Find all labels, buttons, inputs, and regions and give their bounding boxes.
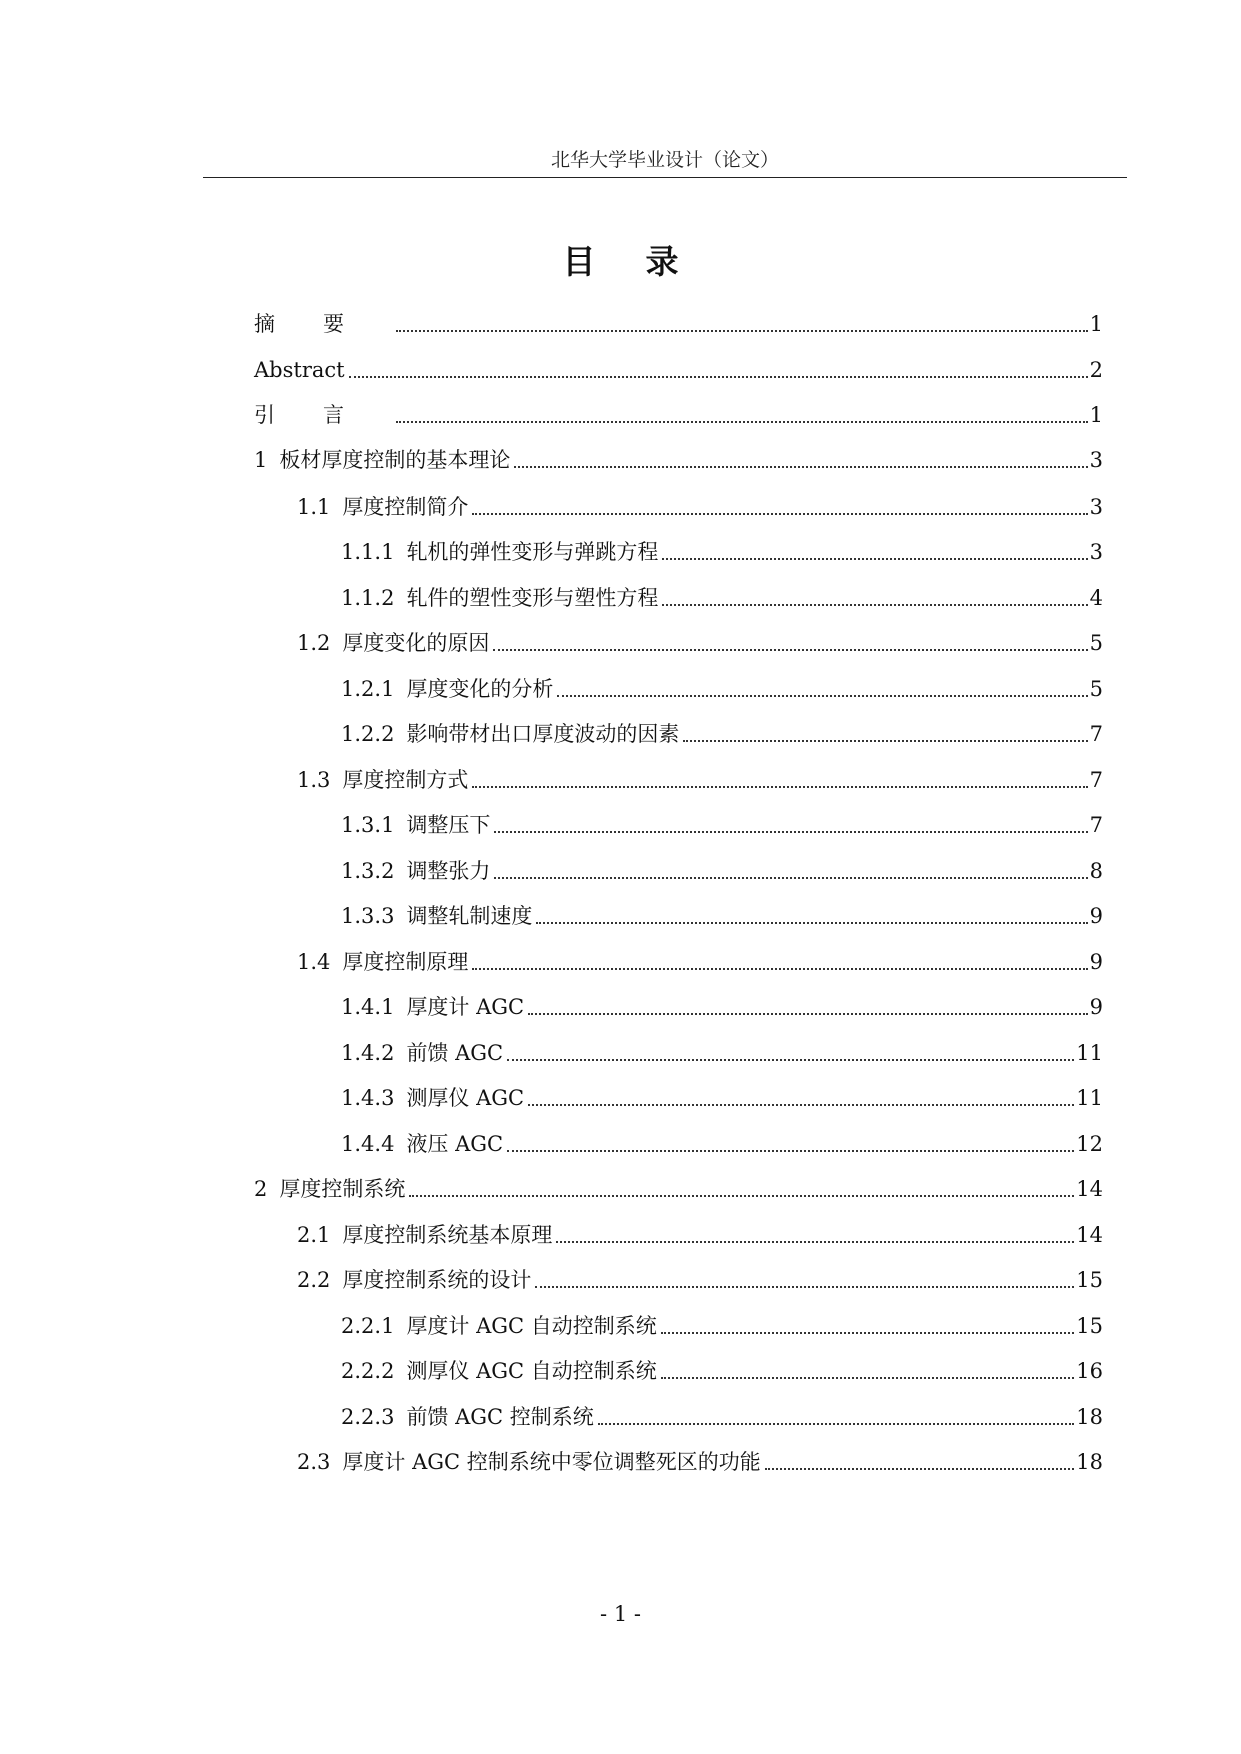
toc-entry-number: 1.3 bbox=[297, 768, 331, 792]
toc-entry[interactable] bbox=[341, 810, 1103, 840]
toc-entry-label: 引言 bbox=[254, 403, 392, 427]
toc-dot-leader bbox=[396, 421, 1088, 423]
toc-entry-label: 前馈 AGC bbox=[406, 1041, 504, 1065]
toc-dot-leader bbox=[507, 1059, 1074, 1061]
toc-entry[interactable] bbox=[341, 1038, 1103, 1068]
toc-dot-leader bbox=[556, 1241, 1074, 1243]
toc-entry-label: 厚度计 AGC bbox=[406, 995, 525, 1019]
toc-entry-number: 1.3.1 bbox=[341, 813, 395, 837]
toc-entry-page: 9 bbox=[1089, 950, 1103, 974]
toc-entry-page: 5 bbox=[1089, 677, 1103, 701]
toc-entry[interactable] bbox=[254, 355, 1103, 385]
toc-entry-page: 12 bbox=[1076, 1132, 1103, 1156]
toc-entry-page: 8 bbox=[1089, 859, 1103, 883]
toc-entry-label: 测厚仪 AGC 自动控制系统 bbox=[406, 1359, 657, 1383]
toc-entry[interactable] bbox=[297, 628, 1103, 658]
toc-entry-page: 11 bbox=[1076, 1086, 1103, 1110]
toc-entry-label: 前馈 AGC 控制系统 bbox=[406, 1405, 594, 1429]
toc-entry-number: 1.4 bbox=[297, 950, 331, 974]
toc-entry-page: 7 bbox=[1089, 768, 1103, 792]
toc-dot-leader bbox=[349, 376, 1088, 378]
toc-entry-label: 厚度控制简介 bbox=[342, 495, 469, 519]
toc-dot-leader bbox=[472, 513, 1087, 515]
toc-entry-number: 1.3.3 bbox=[341, 904, 395, 928]
toc-entry-label: 液压 AGC bbox=[406, 1132, 504, 1156]
toc-entry-label: 轧机的弹性变形与弹跳方程 bbox=[406, 540, 659, 564]
page-number: - 1 - bbox=[600, 1602, 641, 1626]
toc-entry-number: 1.1 bbox=[297, 495, 331, 519]
toc-dot-leader bbox=[507, 1150, 1074, 1152]
toc-entry-label: 板材厚度控制的基本理论 bbox=[279, 448, 511, 472]
toc-dot-leader bbox=[661, 1332, 1074, 1334]
running-header: 北华大学毕业设计（论文） bbox=[550, 149, 779, 171]
toc-entry-label: 厚度控制系统的设计 bbox=[342, 1268, 532, 1292]
toc-entry[interactable] bbox=[341, 719, 1103, 749]
toc-entry-number: 1 bbox=[254, 448, 268, 472]
toc-entry[interactable] bbox=[341, 1402, 1103, 1432]
toc-entry-label: 影响带材出口厚度波动的因素 bbox=[406, 722, 680, 746]
toc-entry[interactable] bbox=[297, 492, 1103, 522]
toc-entry[interactable] bbox=[297, 765, 1103, 795]
toc-dot-leader bbox=[536, 922, 1087, 924]
toc-entry-label: 厚度计 AGC 控制系统中零位调整死区的功能 bbox=[342, 1450, 761, 1474]
toc-dot-leader bbox=[472, 968, 1087, 970]
toc-entry[interactable] bbox=[254, 309, 1103, 339]
toc-entry-page: 18 bbox=[1076, 1405, 1103, 1429]
toc-dot-leader bbox=[683, 740, 1087, 742]
toc-entry-page: 7 bbox=[1089, 722, 1103, 746]
toc-entry-number: 1.4.1 bbox=[341, 995, 395, 1019]
toc-entry[interactable] bbox=[341, 1083, 1103, 1113]
toc-entry-page: 14 bbox=[1076, 1177, 1103, 1201]
toc-entry-page: 16 bbox=[1076, 1359, 1103, 1383]
toc-dot-leader bbox=[528, 1013, 1088, 1015]
toc-entry-label: Abstract bbox=[254, 358, 345, 382]
toc-entry-page: 1 bbox=[1089, 403, 1103, 427]
toc-entry-page: 3 bbox=[1089, 495, 1103, 519]
toc-entry[interactable] bbox=[341, 537, 1103, 567]
toc-entry[interactable] bbox=[341, 856, 1103, 886]
toc-entry-number: 1.4.2 bbox=[341, 1041, 395, 1065]
toc-entry[interactable] bbox=[341, 992, 1103, 1022]
toc-entry[interactable] bbox=[341, 901, 1103, 931]
toc-entry-label: 厚度变化的原因 bbox=[342, 631, 490, 655]
toc-title: 目录 bbox=[562, 242, 729, 281]
toc-entry-number: 2.1 bbox=[297, 1223, 331, 1247]
toc-dot-leader bbox=[494, 877, 1087, 879]
toc-dot-leader bbox=[557, 695, 1087, 697]
toc-entry-number: 1.2 bbox=[297, 631, 331, 655]
toc-entry-page: 3 bbox=[1089, 540, 1103, 564]
toc-entry-label: 调整张力 bbox=[406, 859, 491, 883]
toc-entry-label: 厚度控制系统 bbox=[279, 1177, 406, 1201]
toc-entry-label: 调整轧制速度 bbox=[406, 904, 533, 928]
toc-entry-number: 2 bbox=[254, 1177, 268, 1201]
toc-entry-number: 2.2.1 bbox=[341, 1314, 395, 1338]
toc-entry[interactable] bbox=[341, 674, 1103, 704]
toc-dot-leader bbox=[662, 558, 1087, 560]
toc-entry-number: 1.4.3 bbox=[341, 1086, 395, 1110]
toc-dot-leader bbox=[535, 1286, 1074, 1288]
toc-entry-label: 轧件的塑性变形与塑性方程 bbox=[406, 586, 659, 610]
toc-entry-label: 厚度控制系统基本原理 bbox=[342, 1223, 553, 1247]
toc-entry-label: 调整压下 bbox=[406, 813, 491, 837]
toc-entry-page: 5 bbox=[1089, 631, 1103, 655]
toc-entry-number: 2.2.3 bbox=[341, 1405, 395, 1429]
toc-entry-number: 1.1.2 bbox=[341, 586, 395, 610]
toc-entry[interactable] bbox=[297, 1265, 1103, 1295]
toc-entry-label: 厚度控制方式 bbox=[342, 768, 469, 792]
toc-dot-leader bbox=[662, 604, 1087, 606]
toc-dot-leader bbox=[765, 1468, 1075, 1470]
toc-entry-label: 摘要 bbox=[254, 312, 392, 336]
toc-dot-leader bbox=[409, 1195, 1074, 1197]
toc-entry-page: 4 bbox=[1089, 586, 1103, 610]
toc-entry-number: 2.3 bbox=[297, 1450, 331, 1474]
toc-entry-page: 9 bbox=[1089, 904, 1103, 928]
toc-entry-label: 厚度计 AGC 自动控制系统 bbox=[406, 1314, 657, 1338]
toc-entry[interactable] bbox=[341, 1311, 1103, 1341]
toc-entry[interactable] bbox=[341, 1129, 1103, 1159]
toc-entry-number: 2.2.2 bbox=[341, 1359, 395, 1383]
toc-entry-page: 15 bbox=[1076, 1268, 1103, 1292]
toc-entry[interactable] bbox=[254, 1174, 1103, 1204]
toc-entry[interactable] bbox=[297, 947, 1103, 977]
toc-entry-page: 7 bbox=[1089, 813, 1103, 837]
toc-entry-page: 14 bbox=[1076, 1223, 1103, 1247]
toc-dot-leader bbox=[396, 330, 1088, 332]
toc-dot-leader bbox=[493, 649, 1087, 651]
toc-entry-number: 1.2.1 bbox=[341, 677, 395, 701]
toc-entry[interactable] bbox=[254, 400, 1103, 430]
toc-dot-leader bbox=[514, 466, 1087, 468]
toc-entry[interactable] bbox=[341, 583, 1103, 613]
toc-entry-number: 1.1.1 bbox=[341, 540, 395, 564]
toc-entry-label: 测厚仪 AGC bbox=[406, 1086, 525, 1110]
toc-entry-page: 9 bbox=[1089, 995, 1103, 1019]
toc-entry-label: 厚度变化的分析 bbox=[406, 677, 554, 701]
toc-dot-leader bbox=[598, 1423, 1074, 1425]
toc-dot-leader bbox=[661, 1377, 1074, 1379]
toc-entry-page: 2 bbox=[1089, 358, 1103, 382]
toc-entry-page: 15 bbox=[1076, 1314, 1103, 1338]
toc-entry-number: 1.2.2 bbox=[341, 722, 395, 746]
toc-entry-page: 3 bbox=[1089, 448, 1103, 472]
toc-entry-number: 2.2 bbox=[297, 1268, 331, 1292]
toc-dot-leader bbox=[472, 786, 1087, 788]
toc-entry[interactable] bbox=[341, 1356, 1103, 1386]
toc-entry[interactable] bbox=[297, 1447, 1103, 1477]
toc-entry-page: 18 bbox=[1076, 1450, 1103, 1474]
toc-dot-leader bbox=[494, 831, 1087, 833]
toc-entry[interactable] bbox=[297, 1220, 1103, 1250]
toc-entry-number: 1.4.4 bbox=[341, 1132, 395, 1156]
toc-entry-page: 1 bbox=[1089, 312, 1103, 336]
toc-entry[interactable] bbox=[254, 445, 1103, 475]
toc-dot-leader bbox=[528, 1104, 1074, 1106]
toc-entry-page: 11 bbox=[1076, 1041, 1103, 1065]
toc-entry-number: 1.3.2 bbox=[341, 859, 395, 883]
toc-entry-label: 厚度控制原理 bbox=[342, 950, 469, 974]
